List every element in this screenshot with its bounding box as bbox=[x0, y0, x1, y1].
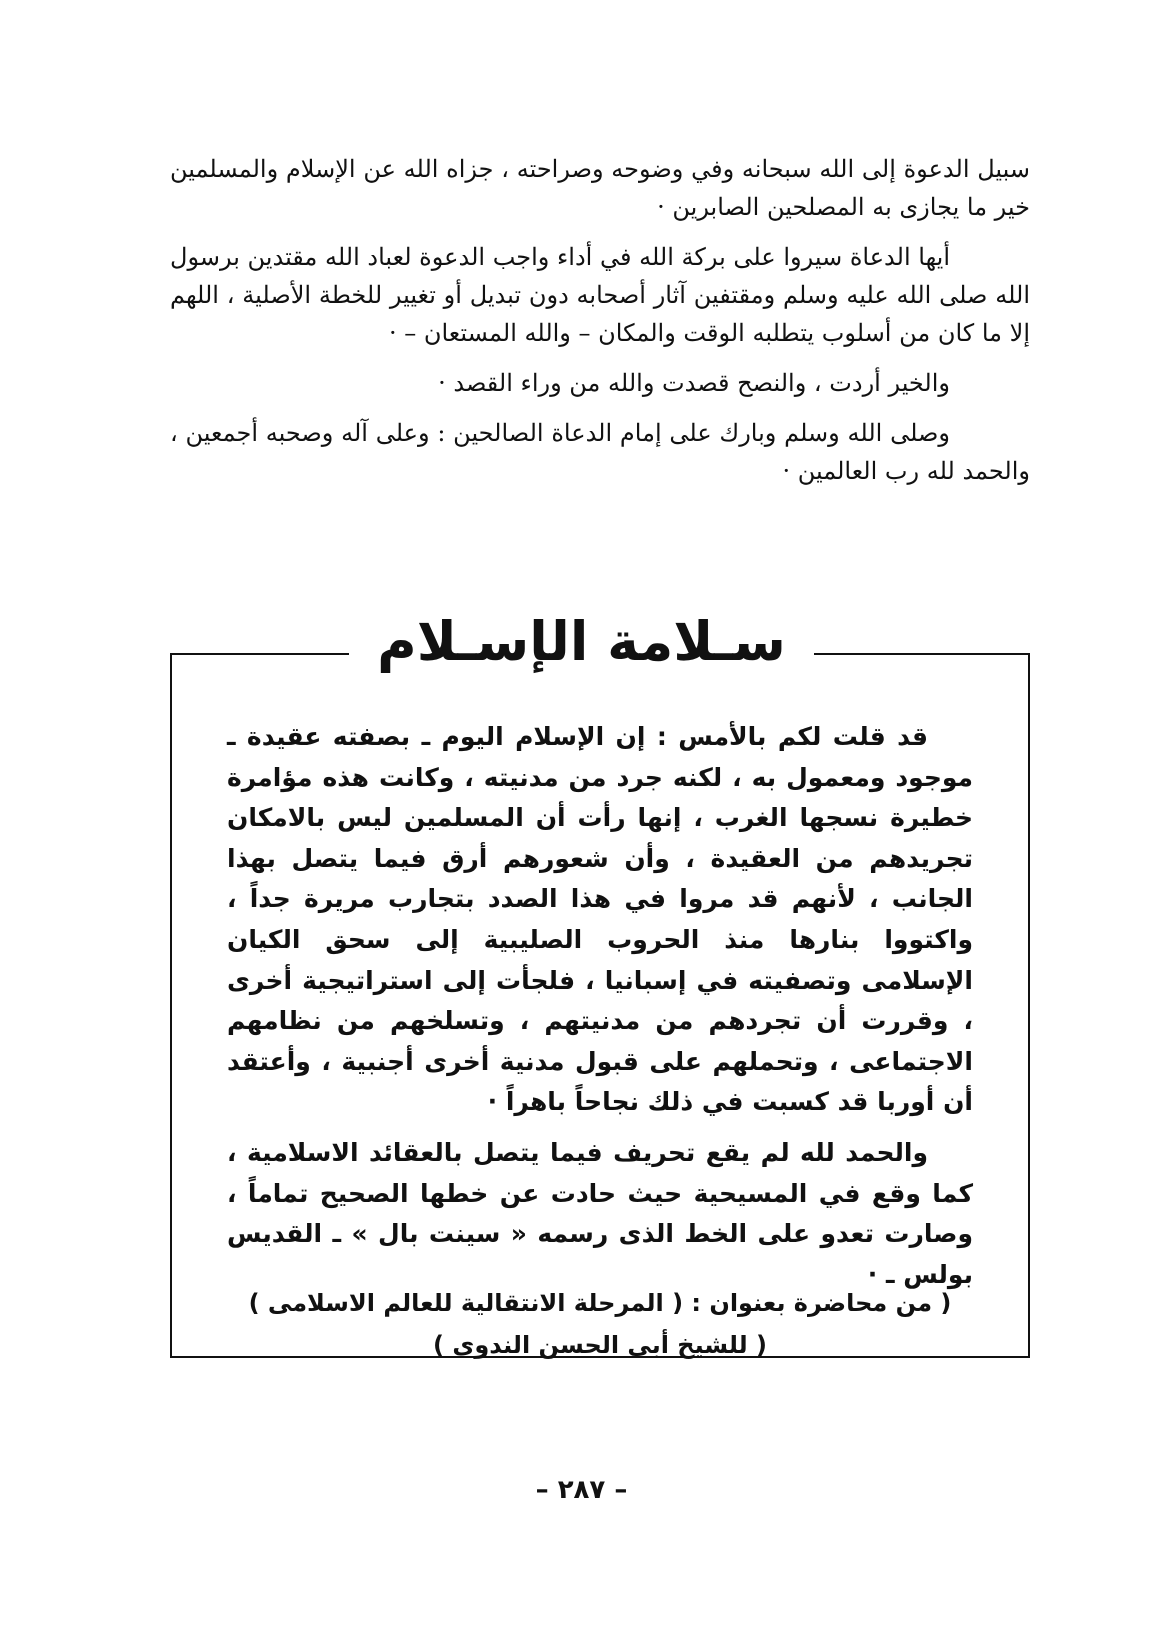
quote-paragraph: قد قلت لكم بالأمس : إن الإسلام اليوم ـ بصفته عقيدة ـ موجود ومعمول به ، لكنه جرد من مدنيته ، وكانت هذه مؤامرة خطيرة نسجها الغرب ، إنها رأت أن المسلمين ليس بالامكان تجريدهم من العقيدة ، وأن شعورهم أرق فيما يتصل بهذا الجانب ، لأنهم قد مروا في هذا الصدد بتجارب مريرة جداً ، واكتووا بنارها منذ الحروب الصليبية إلى سحق الكيان الإسلامى وتصفيته في إسبانيا ، فلجأت إلى استراتيجية أخرى ، وقررت أن تجردهم من مدنيتهم ، وتسلخهم من نظامهم الاجتماعى ، وتحملهم على قبول مدنية أخرى أجنبية ، وأعتقد أن أوربا قد كسبت في ذلك نجاحاً باهراً · bbox=[227, 722, 973, 1117]
quote-source bbox=[227, 1282, 973, 1366]
intro-paragraph: أيها الدعاة سيروا على بركة الله في أداء واجب الدعوة لعباد الله مقتدين برسول الله صلى الله عليه وسلم ومقتفين آثار أصحابه دون تبديل أو تغيير للخطة الأصلية ، اللهم إلا ما كان من أسلوب يتطلبه الوقت والمكان – والله المستعان – · bbox=[170, 243, 1030, 347]
intro-text bbox=[170, 150, 1030, 502]
intro-paragraph: سبيل الدعوة إلى الله سبحانه وفي وضوحه وصراحته ، جزاه الله عن الإسلام والمسلمين خير ما يجازى به المصلحين الصابرين · bbox=[170, 155, 1030, 221]
intro-paragraph: والخير أردت ، والنصح قصدت والله من وراء القصد · bbox=[438, 369, 950, 397]
intro-paragraph: وصلى الله وسلم وبارك على إمام الدعاة الصالحين : وعلى آله وصحبه أجمعين ، والحمد لله رب العالمين · bbox=[170, 419, 1030, 485]
quote-box-title: سـلامة الإسـلام bbox=[349, 600, 814, 684]
quote-box bbox=[170, 653, 1030, 1358]
page-number: – ٢٨٧ – bbox=[535, 1475, 628, 1505]
quote-body bbox=[227, 717, 973, 1305]
source-lecture: ( من محاضرة بعنوان : ( المرحلة الانتقالية للعالم الاسلامى ) bbox=[248, 1289, 952, 1317]
quote-paragraph: والحمد لله لم يقع تحريف فيما يتصل بالعقائد الاسلامية ، كما وقع في المسيحية حيث حادت عن خطها الصحيح تماماً ، وصارت تعدو على الخط الذى رسمه « سينت بال » ـ القديس بولس ـ · bbox=[227, 1137, 973, 1289]
source-author: ( للشيخ أبى الحسن الندوى ) bbox=[433, 1331, 767, 1359]
